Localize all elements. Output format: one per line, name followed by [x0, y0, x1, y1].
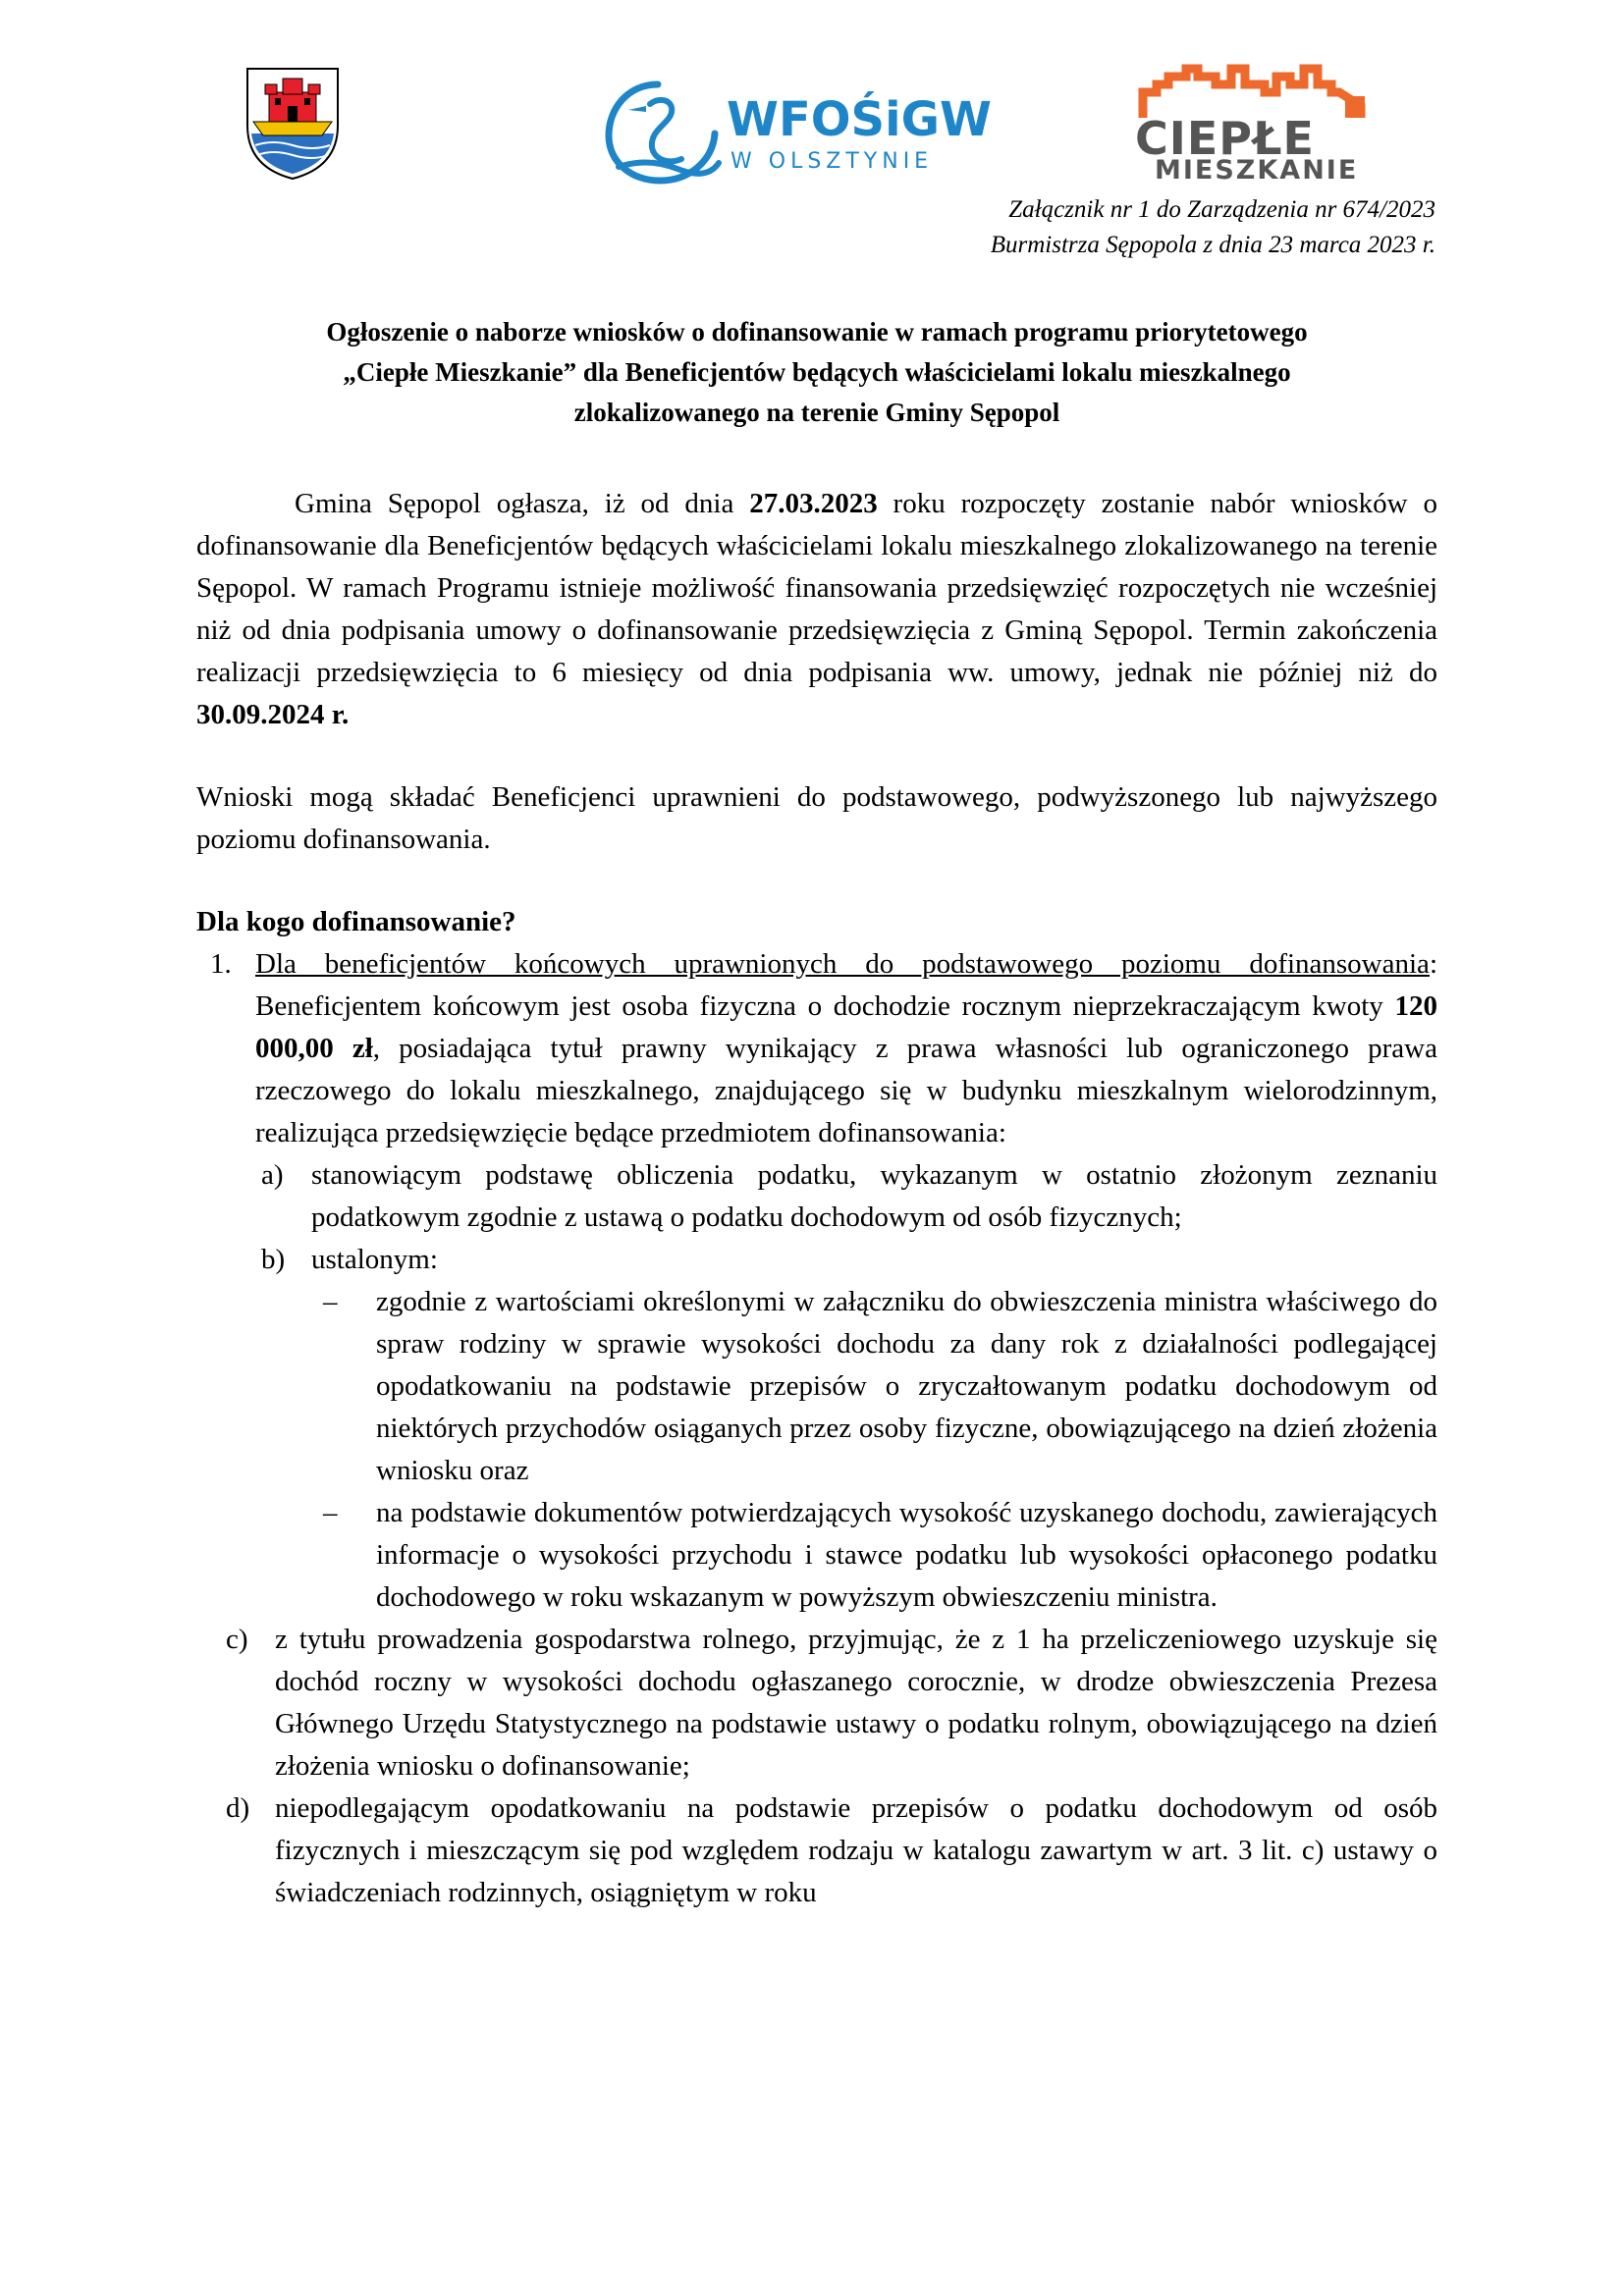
item-1-text-1: Beneficjentem końcowym jest osoba fizyczna o dochodzie rocznym nieprzekraczającym kwoty — [255, 990, 1395, 1022]
mieszkanie-word: MIESZKANIE — [1155, 155, 1359, 186]
sub-item-d — [196, 1788, 1437, 1914]
item-1-text — [255, 943, 1437, 1154]
end-date: 30.09.2024 r — [196, 699, 342, 730]
sub-item-label: b) — [261, 1244, 286, 1275]
list-item-1 — [196, 943, 1437, 1619]
sub-item-text: ustalonym: — [311, 1244, 438, 1275]
dash-item-1 — [311, 1281, 1437, 1492]
sub-item-a — [255, 1154, 1437, 1239]
sub-item-c — [196, 1619, 1437, 1788]
sub-item-label: d) — [226, 1792, 250, 1824]
sub-item-label: a) — [261, 1159, 284, 1191]
intro-period: . — [341, 699, 350, 730]
dash-item-text: na podstawie dokumentów potwierdzających wysokość uzyskanego dochodu, zawierających informacje o wysokości przychodu i stawce podatku lub wysokości opłaconego podatku dochodowego w roku wskazanym w powyższym obwieszczeniu ministra. — [376, 1497, 1437, 1613]
document-title — [196, 312, 1437, 433]
heron-icon — [599, 79, 727, 187]
item-1-title: Dla beneficjentów końcowych uprawnionych do podstawowego poziomu dofinansowania — [255, 948, 1430, 980]
sub-item-text: niepodlegającym opodatkowaniu na podstawie przepisów o podatku dochodowym od osób fizycznych i mieszczącym się pod względem rodzaju w katalogu zawartym w art. 3 lit. c) ustawy o świadczeniach rodzinnych, osiągniętym w roku — [275, 1792, 1437, 1908]
attachment-line-1: Załącznik nr 1 do Zarządzenia nr 674/2023 — [1008, 196, 1435, 223]
wfosigw-city: W OLSZTYNIE — [731, 149, 934, 174]
wfosigw-name: WFOŚiGW — [727, 92, 992, 147]
income-amount: 120 000,00 zł — [255, 990, 1437, 1064]
section-heading: Dla kogo dofinansowanie? — [196, 906, 516, 937]
start-date: 27.03.2023 — [749, 488, 878, 519]
coat-of-arms-icon — [244, 65, 342, 181]
sub-item-text: stanowiącym podstawę obliczenia podatku, wykazanym w ostatnio złożonym zeznaniu podatkowym zgodnie z ustawą o podatku dochodowym od osób fizycznych; — [311, 1159, 1437, 1233]
dash-mark: – — [323, 1286, 338, 1317]
wfosigw-logo — [599, 79, 992, 187]
cieple-mieszkanie-logo — [1129, 63, 1375, 185]
dash-item-text: zgodnie z wartościami określonymi w załączniku do obwieszczenia ministra właściwego do spraw rodziny w sprawie wysokości dochodu za dany rok z działalności podlegającej opodatkowaniu na podstawie przepisów o zryczałtowanym podatku dochodowym od niektórych przychodów osiąganych przez osoby fizyczne, obowiązującego na dzień złożenia wniosku oraz — [376, 1286, 1437, 1486]
title-line-1: Ogłoszenie o naborze wniosków o dofinansowanie w ramach programu priorytetowego — [326, 317, 1308, 347]
sub-item-label: c) — [226, 1624, 248, 1655]
title-line-3: zlokalizowanego na terenie Gminy Sępopol — [573, 398, 1060, 427]
attachment-note — [748, 192, 1435, 263]
intro-text-2: roku rozpoczęty zostanie nabór wniosków o dofinansowanie dla Beneficjentów będących właścicielami lokalu mieszkalnego zlokalizowanego na terenie Sępopol. W ramach Programu istnieje możliwość finansowania przedsięwzięć rozpoczętych nie wcześniej niż od dnia podpisania umowy o dofinansowanie przedsięwzięcia z Gminą Sępopol. Termin zakończenia realizacji przedsięwzięcia to 6 miesięcy od dnia podpisania ww. umowy, jednak nie później niż do — [196, 488, 1437, 688]
cieple-word: CIEPŁE — [1135, 112, 1315, 165]
applicants-paragraph: Wnioski mogą składać Beneficjenci uprawnieni do podstawowego, podwyższonego lub najwyższego poziomu dofinansowania. — [196, 781, 1437, 855]
attachment-line-2: Burmistrza Sępopola z dnia 23 marca 2023 r. — [990, 232, 1435, 258]
item-1-text-2: , posiadająca tytuł prawny wynikający z prawa własności lub ograniczonego prawa rzeczowego do lokalu mieszkalnego, znajdującego się w budynku mieszkalnym wielorodzinnym, realizująca przedsięwzięcie będące przedmiotem dofinansowania: — [255, 1033, 1437, 1148]
dash-mark: – — [323, 1497, 338, 1528]
sub-item-text: z tytułu prowadzenia gospodarstwa rolnego, przyjmując, że z 1 ha przeliczeniowego uzyskuje się dochód roczny w wysokości dochodu ogłaszanego corocznie, w drodze obwieszczenia Prezesa Głównego Urzędu Statystycznego na podstawie ustawy o podatku rolnym, obowiązującego na dzień złożenia wniosku o dofinansowanie; — [275, 1624, 1437, 1782]
sub-item-b — [255, 1239, 1437, 1619]
item-number: 1. — [210, 948, 232, 980]
item-1-colon: : — [1429, 948, 1437, 980]
intro-text-1: Gmina Sępopol ogłasza, iż od dnia — [295, 488, 750, 519]
title-line-2: „Ciepłe Mieszkanie” dla Beneficjentów będących właścicielami lokalu mieszkalnego — [343, 357, 1291, 387]
document-body — [196, 483, 1437, 1914]
intro-paragraph — [196, 483, 1437, 736]
dash-item-2 — [311, 1492, 1437, 1619]
